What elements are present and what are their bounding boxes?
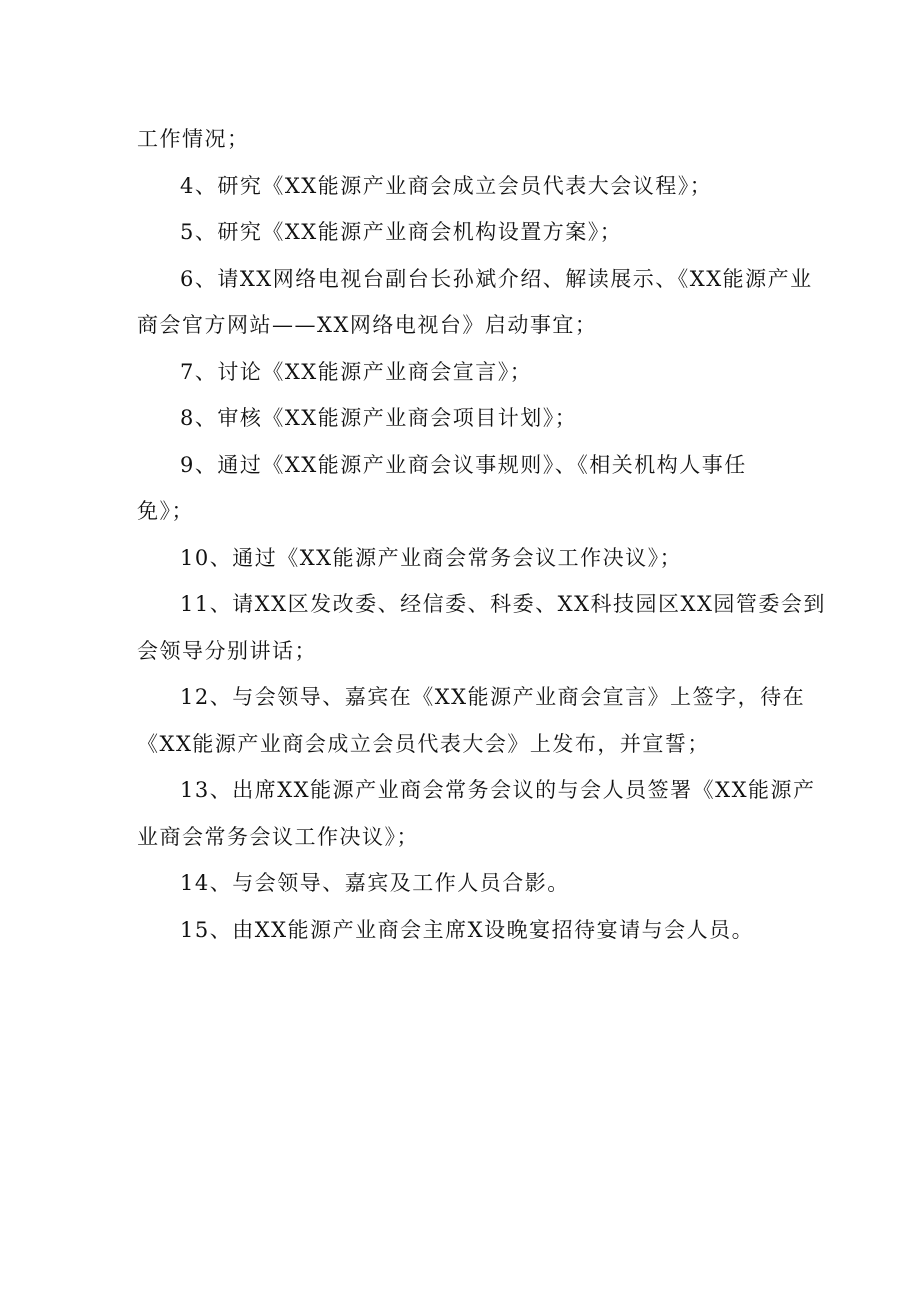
agenda-item-6: 6、请XX网络电视台副台长孙斌介绍、解读展示、《XX能源产业	[180, 266, 813, 291]
agenda-item-4: 4、研究《XX能源产业商会成立会员代表大会议程》；	[180, 173, 713, 198]
agenda-item-7: 7、讨论《XX能源产业商会宣言》；	[180, 359, 533, 384]
agenda-item-6-continued: 商会官方网站——XX网络电视台》启动事宜；	[137, 313, 598, 337]
agenda-item-12-continued: 《XX能源产业商会成立会员代表大会》上发布，并宣誓；	[137, 731, 710, 756]
agenda-item-11: 11、请XX区发改委、经信委、科委、XX科技园区XX园管委会到	[180, 592, 826, 616]
agenda-text	[137, 116, 826, 953]
agenda-item-9: 9、通过《XX能源产业商会议事规则》、《相关机构人事任	[180, 452, 747, 477]
agenda-item-5: 5、研究《XX能源产业商会机构设置方案》；	[180, 220, 623, 244]
agenda-item-15: 15、由XX能源产业商会主席X设晚宴招待宴请与会人员。	[180, 917, 755, 942]
agenda-item-13-continued: 业商会常务会议工作决议》；	[137, 824, 419, 849]
agenda-item-10: 10、通过《XX能源产业商会常务会议工作决议》；	[180, 545, 683, 570]
agenda-item-11-continued: 会领导分别讲话；	[137, 638, 317, 663]
agenda-item-9-continued: 免》；	[137, 499, 194, 523]
agenda-item-14: 14、与会领导、嘉宾及工作人员合影。	[180, 871, 570, 895]
paragraph-line: 工作情况；	[137, 127, 250, 151]
agenda-item-8: 8、审核《XX能源产业商会项目计划》；	[180, 406, 578, 430]
agenda-item-13: 13、出席XX能源产业商会常务会议的与会人员签署《XX能源产	[180, 778, 816, 802]
agenda-item-12: 12、与会领导、嘉宾在《XX能源产业商会宣言》上签字，待在	[180, 685, 806, 709]
